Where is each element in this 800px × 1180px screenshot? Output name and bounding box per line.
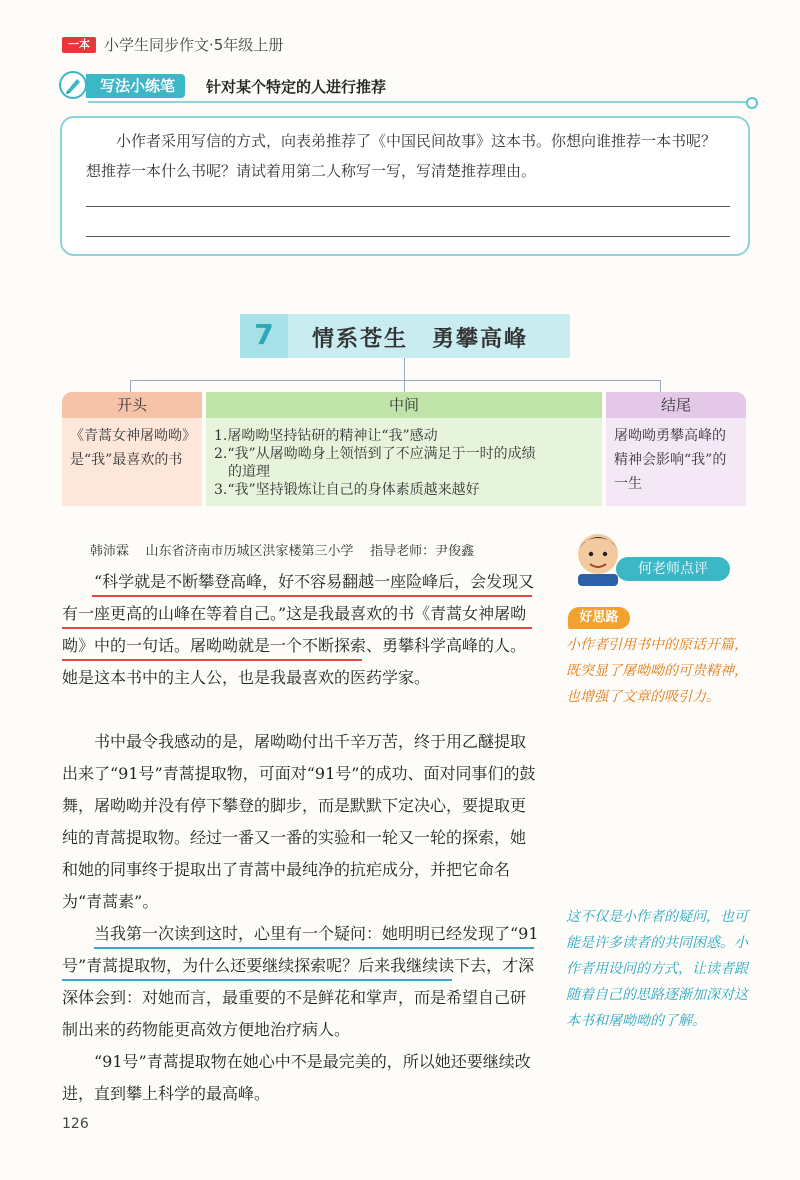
good-idea-badge: 好思路	[568, 607, 630, 629]
pen-icon	[58, 70, 88, 100]
structure-end-label: 结尾	[606, 392, 746, 418]
chapter-title: 情系苍生 勇攀高峰	[312, 326, 529, 352]
structure-middle-item: 3.“我”坚持锻炼让自己的身体素质越来越好	[214, 482, 480, 498]
writing-line-1	[86, 206, 730, 207]
structure-middle-label: 中间	[206, 392, 602, 418]
series-title: 小学生同步作文·5年级上册	[104, 36, 284, 54]
series-badge: 一本	[62, 37, 96, 53]
structure-end-text: 屠呦呦勇攀高峰的精神会影响“我”的一生	[606, 418, 746, 506]
essay-paragraph-1: “科学就是不断攀登高峰，好不容易翻越一座险峰后，会发现又有一座更高的山峰在等着自己。”这是我最喜欢的书《青蒿女神屠呦呦》中的一句话。屠呦呦就是一个不断探索、勇攀科学高峰的人。她是这本书中的主人公，也是我最喜欢的医药学家。	[62, 572, 535, 687]
tree-connector	[404, 358, 405, 380]
practice-divider-dot	[746, 97, 758, 109]
writing-line-2	[86, 236, 730, 237]
structure-middle-item: 1.屠呦呦坚持钻研的精神让“我”感动	[214, 428, 438, 444]
highlight-underline-red	[62, 659, 362, 661]
structure-begin-label: 开头	[62, 392, 202, 418]
practice-title: 针对某个特定的人进行推荐	[206, 78, 387, 96]
tree-connector	[404, 380, 405, 392]
chapter-number: 7	[254, 318, 274, 351]
teacher-comment-tag: 何老师点评	[616, 557, 730, 581]
highlight-underline-red	[92, 595, 532, 597]
author-line	[90, 540, 474, 559]
tree-connector	[660, 380, 661, 392]
practice-prompt: 小作者采用写信的方式，向表弟推荐了《中国民间故事》这本书。你想向谁推荐一本书呢？想推荐一本什么书呢？请试着用第二人称写一写，写清楚推荐理由。	[86, 132, 717, 180]
essay-paragraph-4: “91号”青蒿提取物在她心中不是最完美的，所以她还要继续改进，直到攀上科学的最高峰。	[62, 1052, 531, 1103]
tree-connector	[130, 380, 660, 381]
structure-middle-item: 的道理	[228, 464, 270, 480]
highlight-underline-blue	[62, 979, 452, 981]
tree-connector	[130, 380, 131, 392]
page-number: 126	[62, 1116, 89, 1132]
teacher-comment-2: 这不仅是小作者的疑问，也可能是许多读者的共同困惑。小作者用设问的方式，让读者跟随着自己的思路逐渐加深对这本书和屠呦呦的了解。	[566, 909, 748, 1029]
practice-tag: 写法小练笔	[86, 74, 185, 98]
author-school: 山东省济南市历城区洪家楼第三小学	[145, 544, 354, 559]
structure-middle-item: 2.“我”从屠呦呦身上领悟到了不应满足于一时的成绩	[214, 446, 536, 462]
author-name: 韩沛霖	[90, 544, 130, 559]
highlight-underline-red	[62, 627, 532, 629]
structure-middle-box	[206, 418, 602, 506]
practice-divider	[88, 101, 748, 103]
essay-paragraph-2: 书中最令我感动的是，屠呦呦付出千辛万苦，终于用乙醚提取出来了“91号”青蒿提取物，可面对“91号”的成功、面对同事们的鼓舞，屠呦呦并没有停下攀登的脚步，而是默默下定决心，要提取更纯的青蒿提取物。经过一番又一番的实验和一轮又一轮的探索，她和她的同事终于提取出了青蒿中最纯净的抗疟成分，并把它命名为“青蒿素”。	[62, 732, 536, 911]
structure-begin-text: 《青蒿女神屠呦呦》是“我”最喜欢的书	[62, 418, 202, 506]
author-teacher: 指导老师：尹俊鑫	[370, 544, 475, 559]
highlight-underline-blue	[94, 947, 534, 949]
essay-paragraph-3: 当我第一次读到这时，心里有一个疑问：她明明已经发现了“91号”青蒿提取物，为什么还要继续探索呢？后来我继续读下去，才深深体会到：对她而言，最重要的不是鲜花和掌声，而是希望自己研制出来的药物能更高效方便地治疗病人。	[62, 924, 539, 1039]
teacher-comment-1: 小作者引用书中的原话开篇，既突显了屠呦呦的可贵精神，也增强了文章的吸引力。	[566, 637, 748, 705]
